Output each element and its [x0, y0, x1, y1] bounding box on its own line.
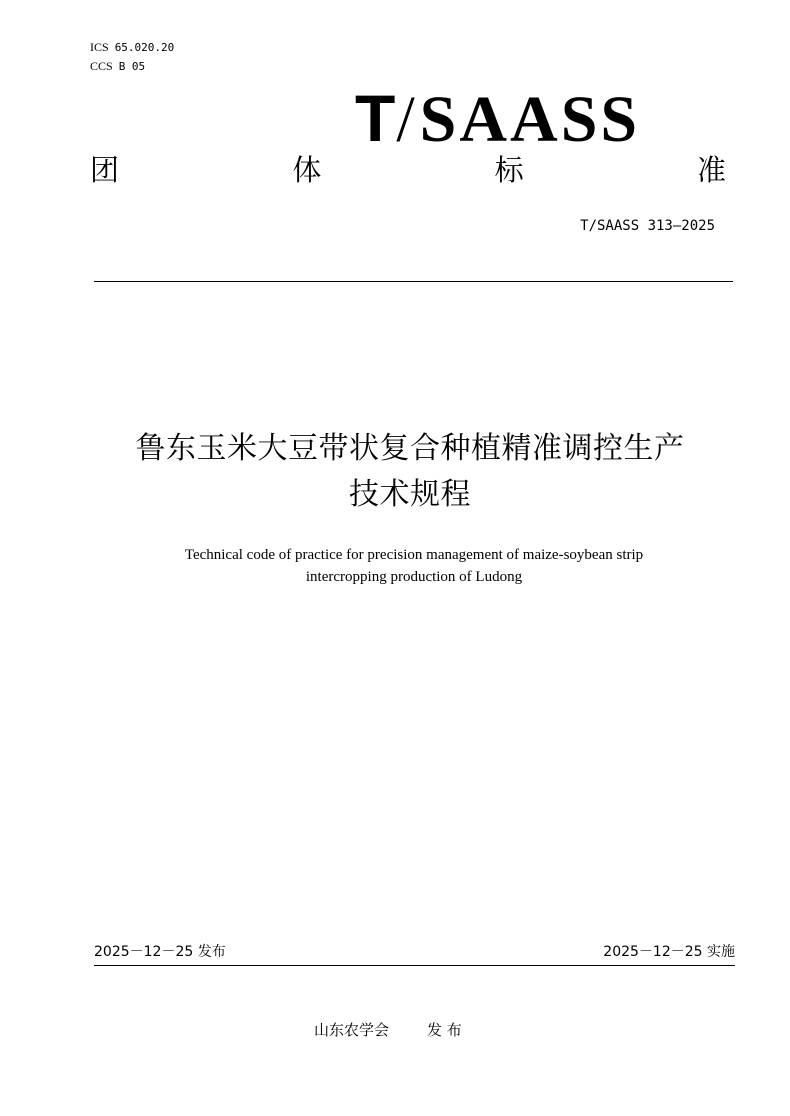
ics-label: ICS	[90, 40, 109, 54]
standard-code: T/SAASS 313—2025	[580, 218, 715, 234]
standard-type-char: 体	[292, 153, 322, 187]
ccs-value: B 05	[118, 60, 146, 73]
title-chinese-line-2: 技术规程	[349, 477, 471, 512]
publisher-line	[314, 1019, 462, 1041]
publisher-action: 发 布	[427, 1021, 462, 1039]
title-english-line-2: intercropping production of Ludong	[305, 569, 523, 585]
title-english	[0, 544, 790, 588]
brand-name: SAASS	[419, 83, 641, 156]
implementation-date: 2025－12－25 实施	[603, 944, 735, 960]
issue-date: 2025－12－25 发布	[94, 944, 226, 960]
ics-value: 65.020.20	[114, 41, 175, 54]
standard-type-heading	[90, 150, 726, 190]
footer-divider	[94, 965, 735, 966]
date-row	[94, 941, 735, 965]
title-chinese	[0, 426, 790, 518]
standard-type-char: 团	[90, 153, 120, 187]
ics-row	[90, 38, 174, 57]
ccs-row	[90, 57, 174, 76]
standard-type-char: 标	[494, 153, 524, 187]
header-divider	[94, 281, 733, 282]
title-english-line-1: Technical code of practice for precision management of maize-soybean strip	[184, 547, 644, 563]
brand-slash: /	[396, 83, 416, 156]
brand-prefix: T	[355, 81, 397, 155]
publisher-name: 山东农学会	[314, 1021, 390, 1039]
ccs-label: CCS	[90, 59, 113, 73]
title-chinese-line-1: 鲁东玉米大豆带状复合种植精准调控生产	[135, 431, 685, 466]
standard-type-char: 准	[696, 153, 726, 187]
standard-brand-mark	[355, 78, 695, 160]
classification-block	[90, 38, 174, 76]
